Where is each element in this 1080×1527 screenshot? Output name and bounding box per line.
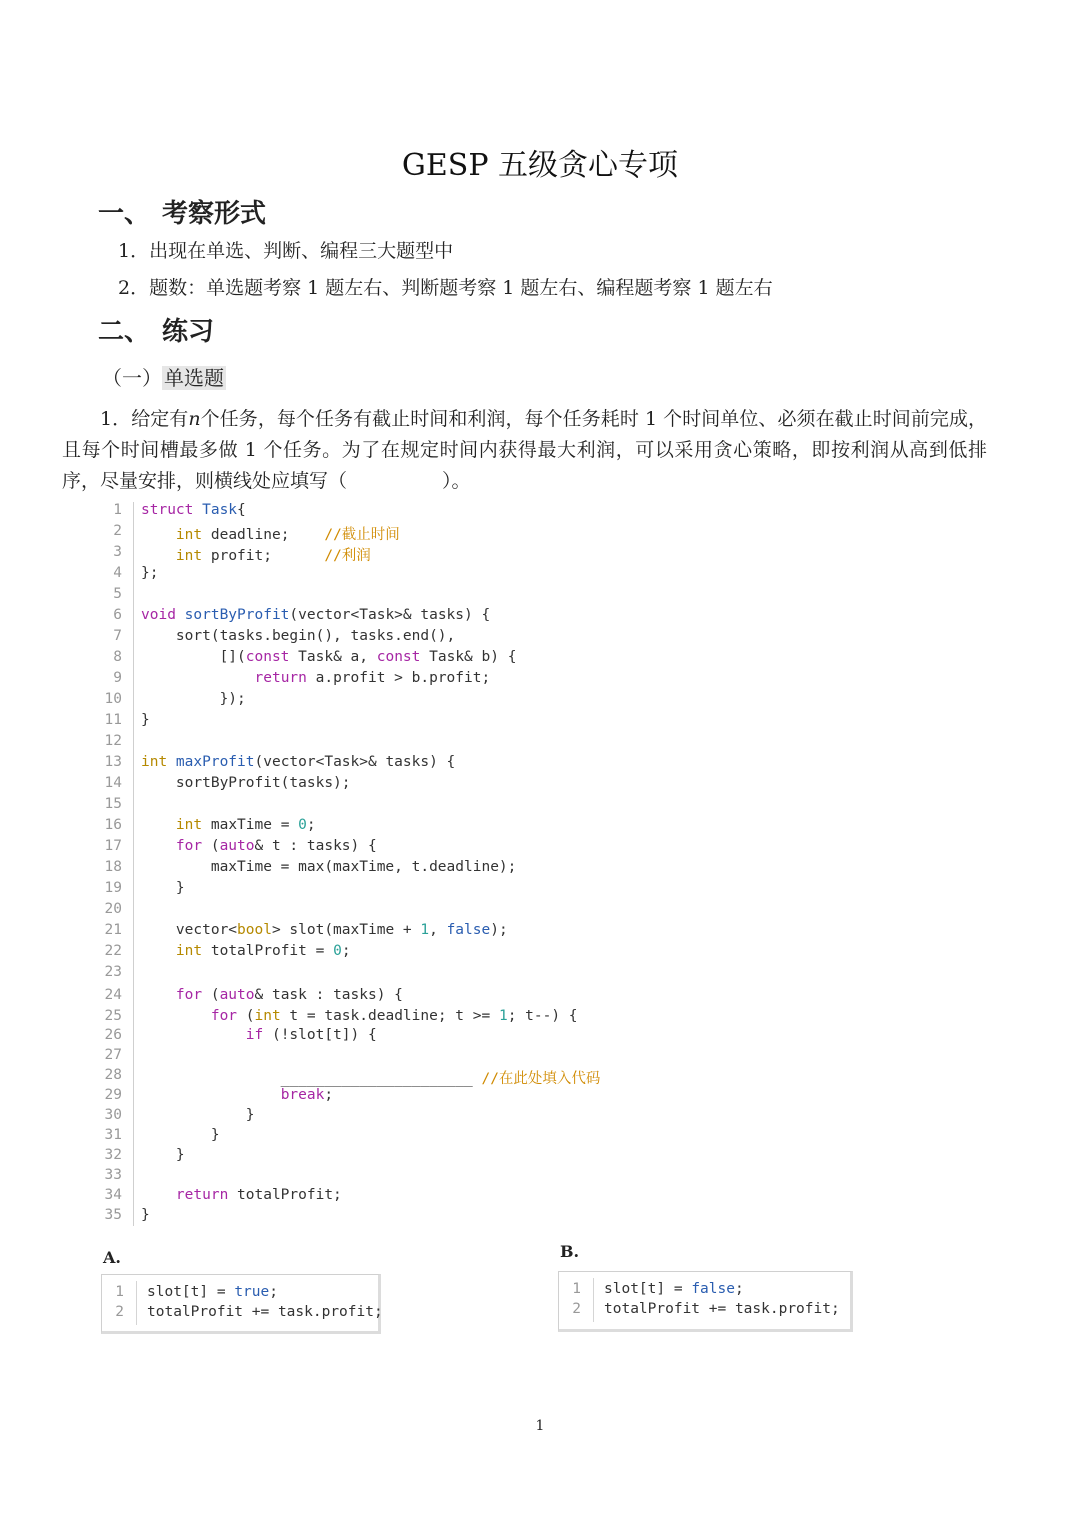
code-text	[147, 1284, 278, 1300]
code-token: ;	[734, 1281, 744, 1297]
code-text	[141, 817, 316, 833]
code-token: ; t--) {	[507, 1008, 578, 1024]
code-text	[141, 1087, 333, 1103]
code-token: (vector<Task>& tasks) {	[254, 754, 456, 770]
code-token: ;	[341, 943, 351, 959]
code-token: ,	[429, 922, 447, 938]
code-token: 0	[298, 817, 307, 833]
code-text	[141, 1207, 150, 1223]
code-token: for	[210, 1008, 246, 1024]
code-token	[141, 987, 176, 1003]
code-token	[141, 943, 176, 959]
code-text	[141, 1027, 377, 1043]
code-token: int	[175, 548, 203, 564]
subsection-prefix: （一）	[102, 366, 162, 390]
code-token: false	[691, 1281, 735, 1297]
code-text	[141, 607, 490, 623]
code-token: totalProfit =	[202, 943, 334, 959]
line-number: 13	[104, 754, 122, 770]
code-text	[141, 565, 158, 581]
code-token: maxProfit	[175, 754, 255, 770]
code-text	[141, 754, 455, 770]
code-text	[141, 1107, 255, 1123]
line-number: 34	[104, 1187, 122, 1203]
code-token: (vector<Task>& tasks) {	[289, 607, 491, 623]
line-number: 2	[115, 1304, 124, 1320]
code-token: [](	[141, 649, 246, 665]
code-token: ;	[324, 1087, 334, 1103]
line-number: 15	[104, 796, 122, 812]
code-token: int	[175, 527, 203, 543]
section-number: 一、	[98, 199, 151, 229]
code-token: return	[175, 1187, 238, 1203]
option-a-label: A.	[103, 1248, 121, 1267]
code-token: (!slot[t]) {	[271, 1027, 377, 1043]
line-number: 2	[572, 1301, 581, 1317]
code-token: Task	[202, 502, 238, 518]
line-number: 12	[104, 733, 122, 749]
code-text	[141, 628, 455, 644]
line-number: 28	[104, 1067, 122, 1083]
section-title: 练习	[162, 317, 215, 347]
line-number: 7	[113, 628, 122, 644]
code-token	[141, 1087, 281, 1103]
code-token	[141, 838, 176, 854]
section-heading-2	[98, 311, 214, 348]
list-item-1: 1．出现在单选、判断、编程三大题型中	[118, 240, 454, 262]
code-token: (	[210, 838, 220, 854]
code-token: Task& a,	[298, 649, 377, 665]
line-number: 30	[104, 1107, 122, 1123]
line-number: 17	[104, 838, 122, 854]
subsection-heading	[102, 362, 226, 391]
line-number: 19	[104, 880, 122, 896]
line-number: 11	[104, 712, 122, 728]
code-block	[100, 502, 660, 1226]
line-number: 16	[104, 817, 122, 833]
code-token: ______________________	[141, 1071, 482, 1087]
line-number: 22	[104, 943, 122, 959]
code-text	[604, 1301, 840, 1317]
line-number: 18	[104, 859, 122, 875]
code-token: }	[141, 1107, 255, 1123]
code-token: 1	[498, 1008, 508, 1024]
code-text	[141, 1147, 185, 1163]
code-token: int	[175, 817, 203, 833]
code-token: a.profit > b.profit;	[315, 670, 491, 686]
code-token: maxTime =	[202, 817, 299, 833]
line-number: 10	[104, 691, 122, 707]
code-token	[141, 1027, 246, 1043]
code-token: auto	[219, 838, 255, 854]
line-number: 20	[104, 901, 122, 917]
code-token: }	[141, 712, 150, 728]
code-token: & t : tasks) {	[254, 838, 377, 854]
line-number: 24	[104, 987, 122, 1003]
code-text	[141, 523, 400, 544]
section-title: 考察形式	[162, 199, 267, 229]
code-token: sortByProfit(tasks);	[141, 775, 351, 791]
code-token: (	[210, 987, 220, 1003]
code-token	[141, 527, 176, 543]
code-token	[141, 548, 176, 564]
code-text	[141, 649, 516, 665]
option-gutter-divider	[136, 1281, 137, 1325]
line-number: 4	[113, 565, 122, 581]
code-text	[141, 987, 403, 1003]
code-token: totalProfit;	[237, 1187, 342, 1203]
code-token: //利润	[324, 548, 371, 564]
code-token: }	[141, 880, 185, 896]
code-token: int	[141, 754, 176, 770]
code-token: sortByProfit	[184, 607, 290, 623]
code-token: totalProfit += task.profit;	[147, 1304, 383, 1320]
line-number: 33	[104, 1167, 122, 1183]
code-token: ;	[269, 1284, 278, 1300]
line-number: 9	[113, 670, 122, 686]
code-token: int	[254, 1008, 281, 1024]
line-number: 1	[115, 1284, 124, 1300]
code-token: sort(tasks.begin(), tasks.end(),	[141, 628, 456, 644]
code-token: if	[245, 1027, 272, 1043]
code-token: //截止时间	[324, 527, 400, 543]
code-text	[141, 1127, 220, 1143]
code-token: break	[280, 1087, 325, 1103]
code-token: }	[141, 1147, 185, 1163]
code-token: 0	[333, 943, 342, 959]
code-token: for	[175, 987, 211, 1003]
code-token: void	[141, 607, 185, 623]
code-text	[141, 670, 490, 686]
code-text	[141, 859, 516, 875]
line-number: 31	[104, 1127, 122, 1143]
line-number: 35	[104, 1207, 122, 1223]
code-token: deadline;	[202, 527, 325, 543]
option-b-code	[558, 1271, 853, 1332]
question-part1: 1．给定有	[100, 408, 189, 430]
code-token: {	[237, 502, 246, 518]
option-gutter-divider	[593, 1278, 594, 1322]
code-token: 1	[420, 922, 430, 938]
line-number: 26	[104, 1027, 122, 1043]
code-token: true	[234, 1284, 270, 1300]
code-token: vector<	[141, 922, 238, 938]
line-number: 8	[113, 649, 122, 665]
code-token: };	[141, 565, 159, 581]
line-number: 3	[113, 544, 122, 560]
line-number: 23	[104, 964, 122, 980]
question-variable: n	[188, 408, 201, 430]
code-text	[141, 1008, 578, 1024]
code-token: for	[175, 838, 211, 854]
line-number: 2	[113, 523, 122, 539]
list-item-2: 2．题数：单选题考察 1 题左右、判断题考察 1 题左右、编程题考察 1 题左右	[118, 277, 773, 299]
code-token: false	[446, 922, 491, 938]
code-token: );	[490, 922, 508, 938]
option-b-label: B.	[560, 1242, 580, 1261]
code-text	[141, 1187, 342, 1203]
code-token	[141, 817, 176, 833]
code-token: //在此处填入代码	[481, 1071, 601, 1087]
line-number: 14	[104, 775, 122, 791]
code-token: });	[141, 691, 246, 707]
line-number: 6	[113, 607, 122, 623]
code-token: const	[245, 649, 299, 665]
page-title: GESP 五级贪心专项	[401, 148, 679, 183]
code-token: auto	[219, 987, 255, 1003]
code-token	[141, 1008, 211, 1024]
code-token: profit;	[202, 548, 325, 564]
code-token: > slot(maxTime +	[271, 922, 421, 938]
code-token: totalProfit += task.profit;	[604, 1301, 840, 1317]
code-token: slot[t] =	[147, 1284, 235, 1300]
line-number: 29	[104, 1087, 122, 1103]
question-text	[62, 404, 987, 497]
page-number: 1	[535, 1418, 545, 1434]
code-text	[141, 880, 185, 896]
question-part2: 个任务，每个任务有截止时间和利润，每个任务耗时 1 个时间单位、必须在截止时间前完成，且每个时间槽最多做 1 个任务。为了在规定时间内获得最大利润，可以采用贪心策略，即按利润从高到低排序，尽量安排，则横线处应填写（ ）。	[62, 408, 987, 492]
code-token: struct	[141, 502, 203, 518]
code-text	[141, 712, 150, 728]
code-token: slot[t] =	[604, 1281, 692, 1297]
subsection-label: 单选题	[164, 366, 224, 390]
code-text	[141, 775, 351, 791]
code-token: }	[141, 1127, 220, 1143]
code-text	[141, 502, 246, 518]
code-text	[147, 1304, 383, 1320]
code-token: maxTime = max(maxTime, t.deadline);	[141, 859, 517, 875]
line-number: 32	[104, 1147, 122, 1163]
code-token: (	[245, 1008, 255, 1024]
code-token: int	[175, 943, 203, 959]
code-token: t = task.deadline; t >=	[280, 1008, 499, 1024]
code-text	[141, 943, 351, 959]
code-text	[604, 1281, 744, 1297]
code-text	[141, 838, 377, 854]
code-text	[141, 922, 508, 938]
line-number: 5	[113, 586, 122, 602]
line-number: 21	[104, 922, 122, 938]
code-text	[141, 544, 371, 565]
code-text	[141, 1067, 600, 1088]
code-token: Task& b) {	[429, 649, 517, 665]
code-text	[141, 691, 246, 707]
code-token: & task : tasks) {	[254, 987, 403, 1003]
code-token	[141, 1187, 176, 1203]
code-token	[141, 670, 255, 686]
section-number: 二、	[98, 317, 151, 347]
code-token: return	[254, 670, 316, 686]
line-number: 1	[113, 502, 122, 518]
option-a-code	[101, 1274, 381, 1334]
line-number: 25	[104, 1008, 122, 1024]
code-token: }	[141, 1207, 150, 1223]
code-token: ;	[306, 817, 316, 833]
code-token: bool	[237, 922, 272, 938]
line-number: 27	[104, 1047, 122, 1063]
section-heading-1	[98, 193, 266, 230]
line-number: 1	[572, 1281, 581, 1297]
code-token: const	[376, 649, 430, 665]
